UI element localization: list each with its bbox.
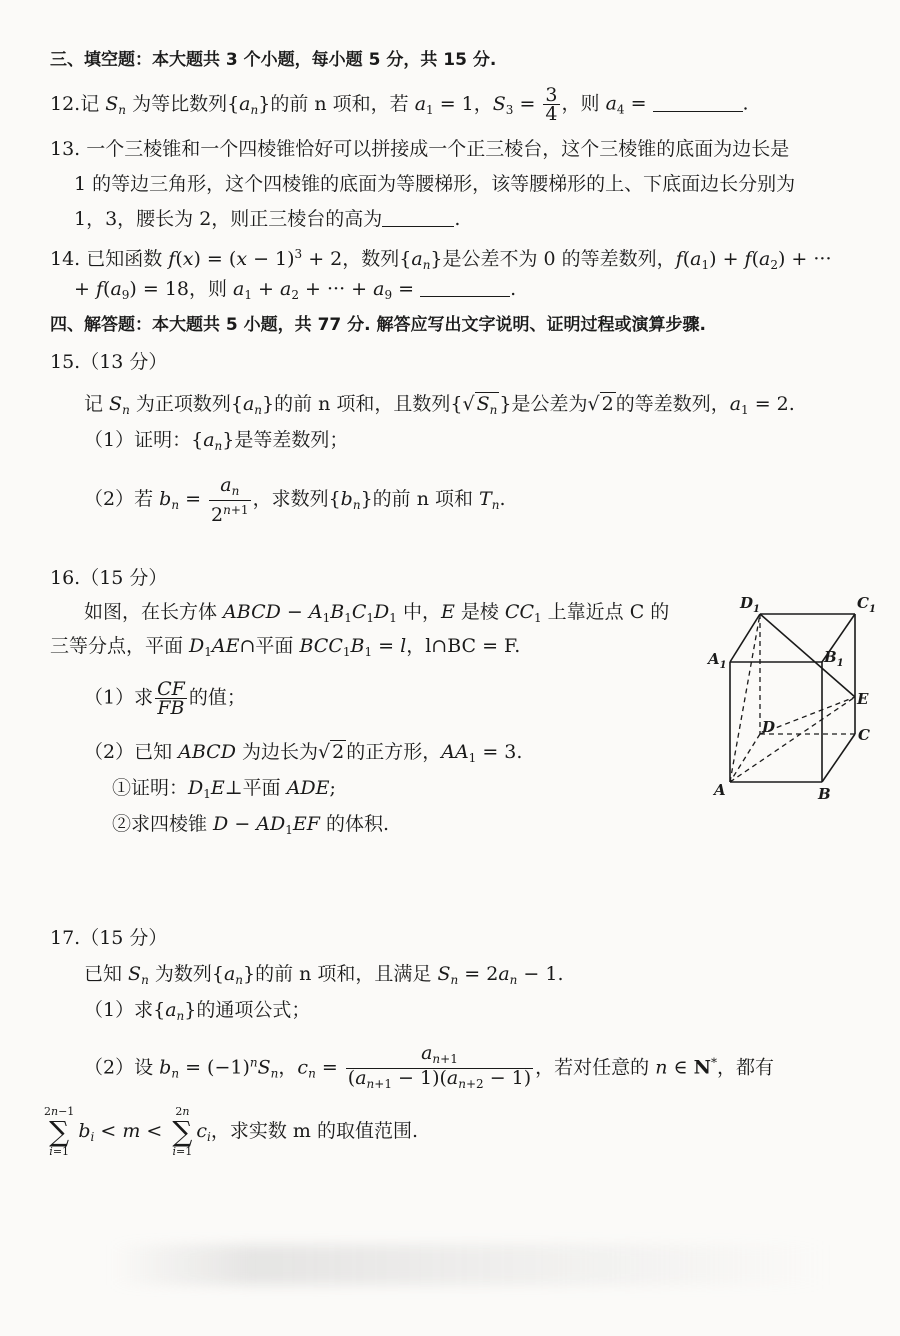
section-4-heading: 四、解答题：本大题共 5 小题，共 77 分. 解答应写出文字说明、证明过程或演算步骤. bbox=[50, 315, 706, 335]
q17-part-2-inequality: 2n−1 ∑ i=1 $b_i < m$ < 2n ∑ i=1 $c_i$，求实数 m 的取值范围. bbox=[44, 1105, 418, 1158]
segment-d1e bbox=[760, 614, 855, 697]
q17-part-1: （1）求$\{a_n\}$的通项公式； bbox=[84, 999, 311, 1023]
answer-blank-12 bbox=[653, 93, 743, 112]
scan-smudge bbox=[110, 1245, 830, 1285]
label-C: C bbox=[858, 726, 870, 744]
label-B: B bbox=[818, 785, 831, 803]
q15-header: 15.（13 分） bbox=[50, 351, 168, 373]
segment-ae-hidden bbox=[730, 697, 855, 782]
label-C1: $C_1$ bbox=[857, 594, 876, 615]
q16-part-2: （2）已知 ABCD 为边长为√ 2 的正方形，$AA_1 = 3$. bbox=[84, 741, 523, 765]
q16-part-1: （1）求 $\frac{CF}{FB}$ 的值； bbox=[84, 678, 246, 719]
label-E: E bbox=[857, 690, 869, 708]
q17-stem: 已知 $S_n$ 为数列$\{a_n\}$的前 n 项和，且满足 $S_n = 2a_n - 1$. bbox=[84, 963, 564, 987]
q12-text: 12.记 $S_n$ 为等比数列$\{a_n\}$的前 n 项和，若 $a_1 = 1$，$S_3$ = bbox=[50, 92, 542, 117]
q17-part-2: （2）设 $b_n = (-1)^nS_n$，$c_n$ = $\frac{a_{n+1}}{(a_{n+1} - 1)(a_{n+2} - 1)}$ ，若对任意的 n ∈ N*，都有 bbox=[84, 1042, 775, 1091]
answer-blank-13 bbox=[382, 208, 454, 227]
q13-line-1: 13. 一个三棱锥和一个四棱锥恰好可以拼接成一个正三棱台，这个三棱锥的底面为边长是 bbox=[50, 138, 790, 160]
answer-blank-14 bbox=[420, 278, 510, 297]
q13-line-3: 1，3，腰长为 2，则正三棱台的高为 . bbox=[74, 208, 461, 230]
label-D: D bbox=[762, 718, 776, 736]
edge-bc bbox=[822, 734, 855, 782]
label-A: A bbox=[714, 781, 726, 799]
edge-da-hidden bbox=[730, 734, 760, 782]
q16-sub-1: ①证明：$D_1E\perp$平面 ADE; bbox=[112, 777, 336, 801]
q16-sub-2: ②求四棱锥 $D - AD_1EF$ 的体积. bbox=[112, 813, 390, 837]
label-A1: $A_1$ bbox=[708, 650, 727, 671]
fraction-3-4: $\frac{3}{4}$ bbox=[545, 84, 558, 125]
q16-stem-line-2: 三等分点，平面 $D_1AE\cap$平面 $BCC_1B_1 = l$，l∩BC = F. bbox=[50, 635, 521, 659]
q15-part-1: （1）证明：$\{a_n\}$是等差数列； bbox=[84, 429, 349, 453]
section-3-heading: 三、填空题：本大题共 3 个小题，每小题 5 分，共 15 分. bbox=[50, 50, 497, 70]
question-12: 12.记 $S_n$ 为等比数列$\{a_n\}$的前 n 项和，若 $a_1 = 1$，$S_3$ = $\frac{3}{4}$ ，则 $a_4$ = . bbox=[50, 84, 749, 125]
label-D1: $D_1$ bbox=[740, 594, 760, 615]
q14-line-2: + $f(a_9) = 18$，则 $a_1 + a_2$ + ··· + $a_9$ = . bbox=[74, 278, 517, 302]
q15-stem: 记 $S_n$ 为正项数列$\{a_n\}$的前 n 项和，且数列{√ $S_n$ }是公差为√ 2 的等差数列，$a_1 = 2$. bbox=[84, 393, 795, 417]
q15-part-2: （2）若 $b_n$ = $\frac{a_n}{2^{n+1}}$ ，求数列$\{b_n\}$的前 n 项和 $T_n$. bbox=[84, 474, 506, 526]
q16-header: 16.（15 分） bbox=[50, 567, 168, 589]
q17-header: 17.（15 分） bbox=[50, 927, 168, 949]
label-B1: $B_1$ bbox=[824, 648, 844, 669]
q13-line-2: 1 的等边三角形，这个四棱锥的底面为等腰梯形，该等腰梯形的上、下底面边长分别为 bbox=[74, 173, 796, 195]
q14-line-1: 14. 已知函数 $f(x) = (x - 1)^3 + 2$，数列$\{a_n\}$是公差不为 0 的等差数列，$f(a_1) + f(a_2)$ + ··· bbox=[50, 247, 832, 272]
q16-stem-line-1: 如图，在长方体 ABCD − $A_1B_1C_1D_1$ 中，E 是棱 $CC_1$ 上靠近点 C 的 bbox=[84, 601, 670, 625]
cuboid-figure bbox=[700, 592, 890, 807]
